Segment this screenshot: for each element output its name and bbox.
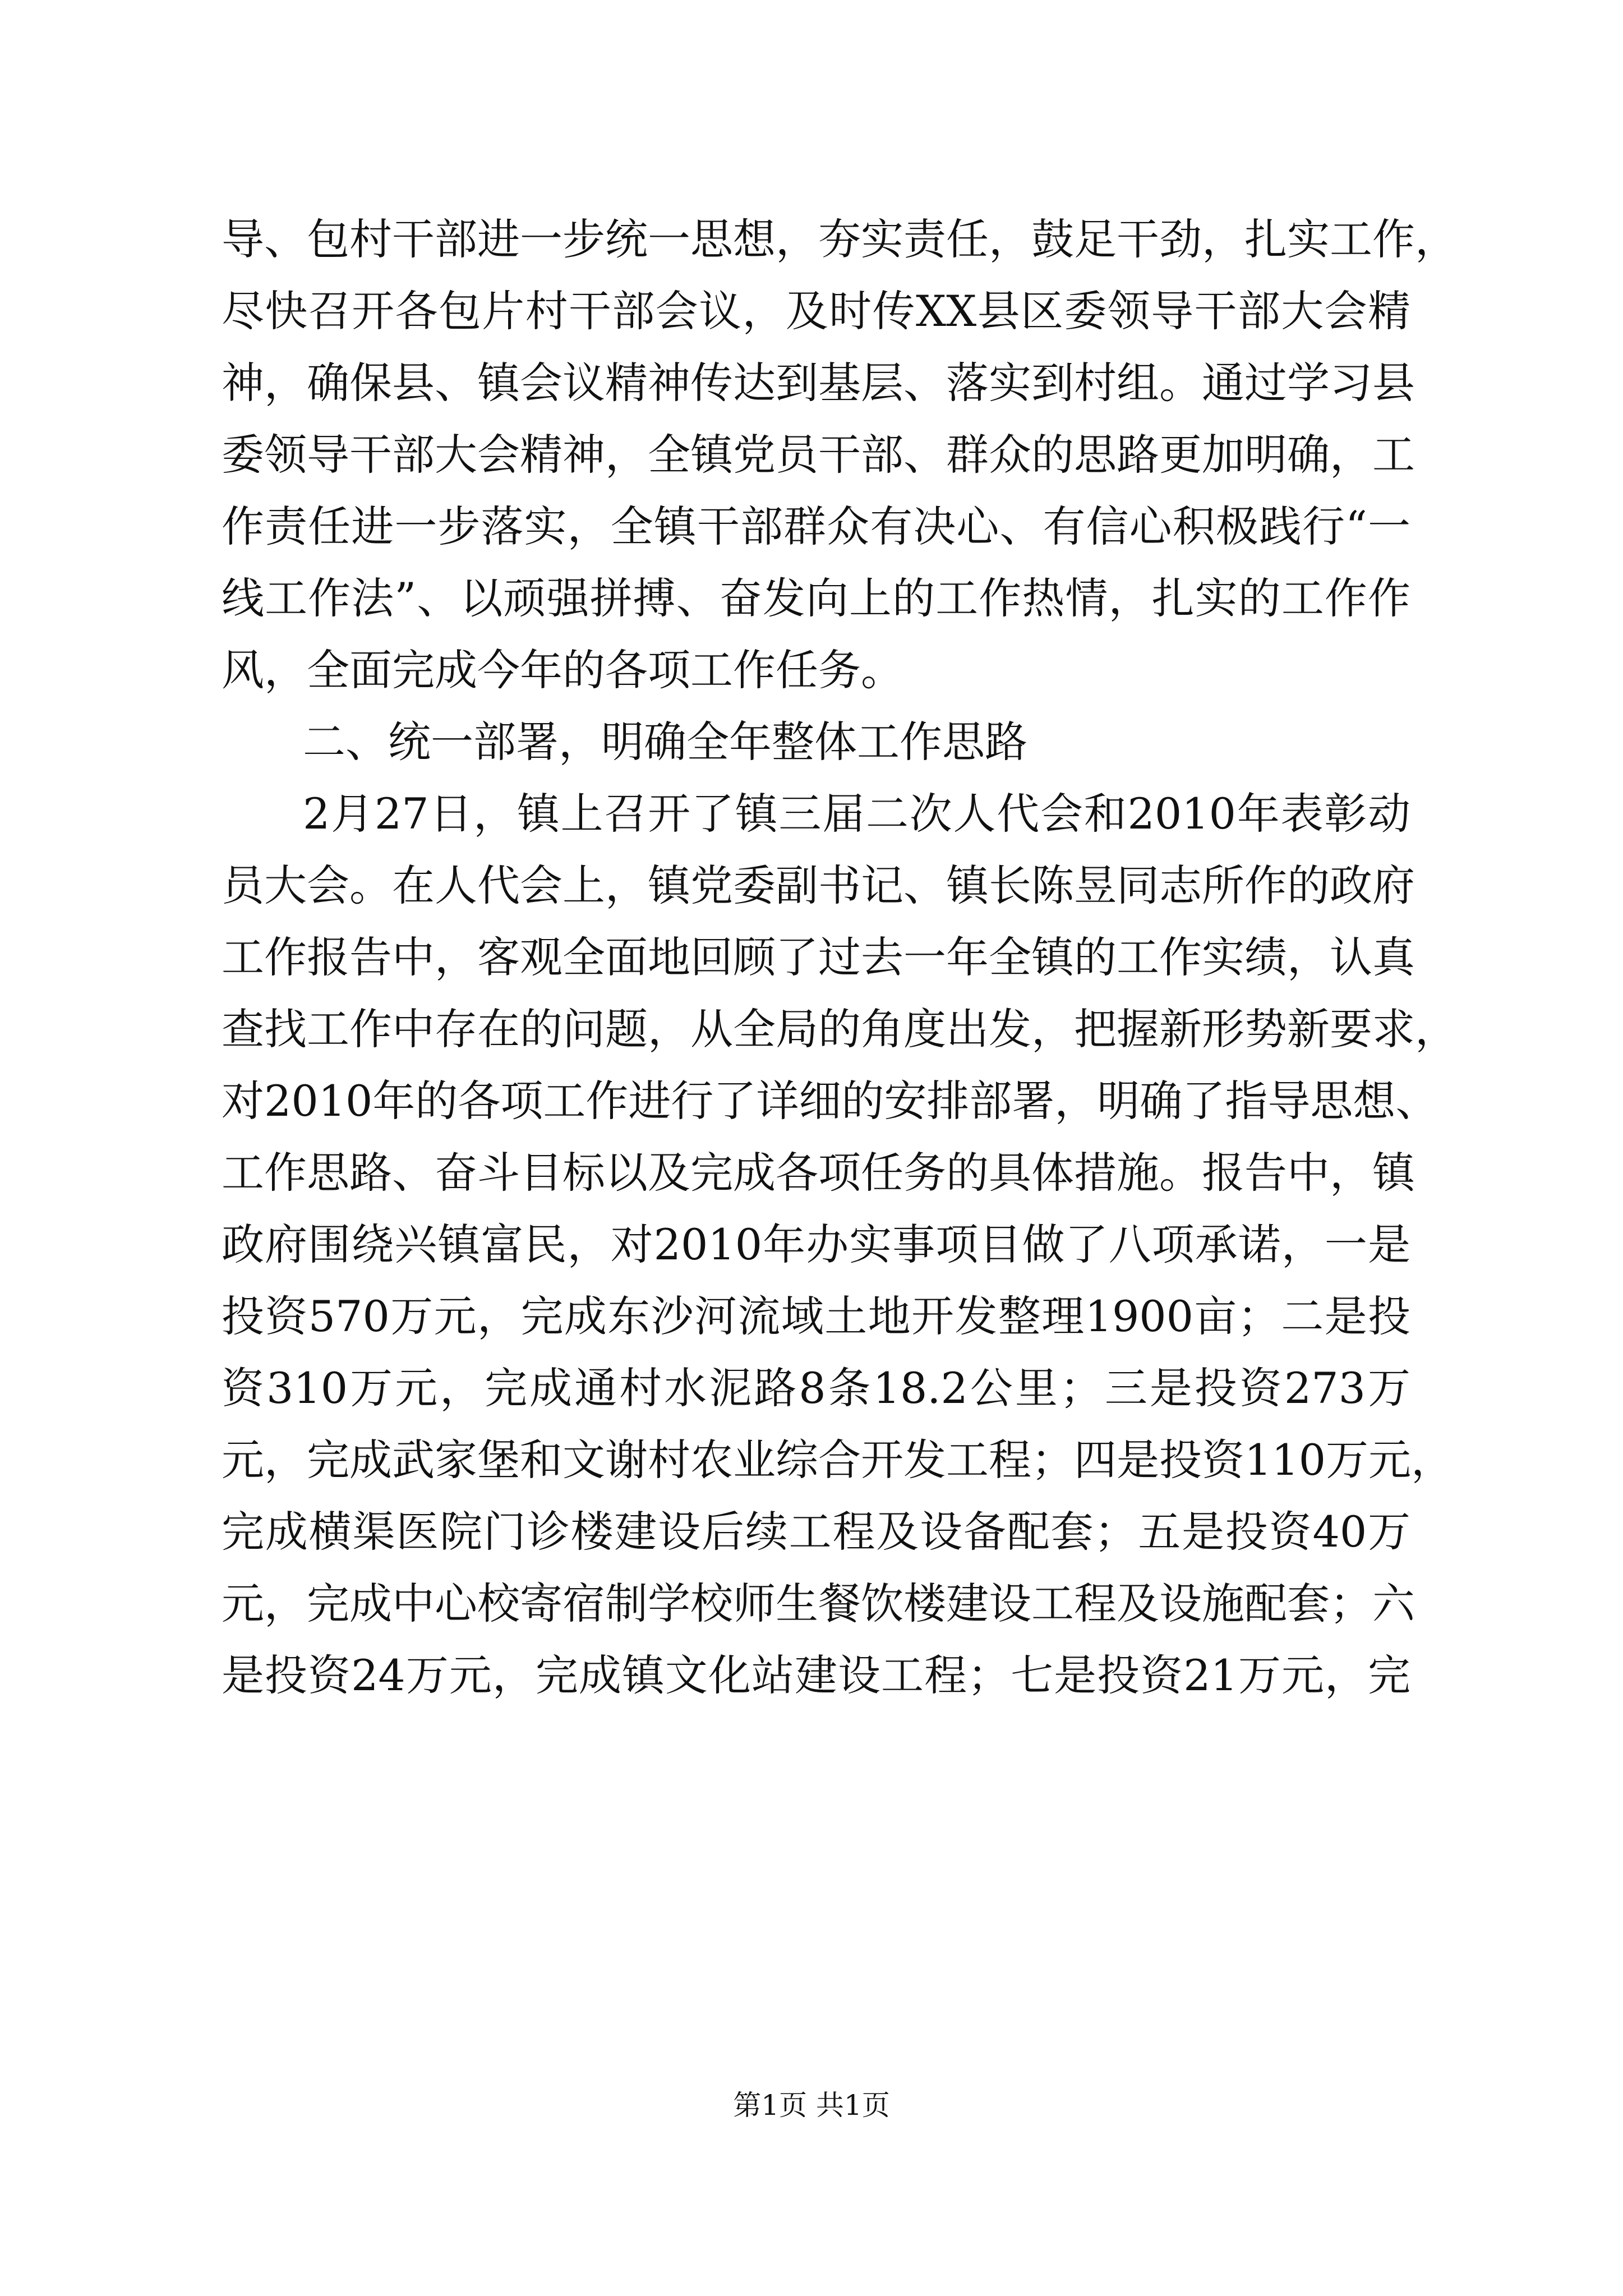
text-line: 风，全面完成今年的各项工作任务。 bbox=[222, 645, 903, 695]
text-line: 资310万元，完成通村水泥路8条18.2公里；三是投资273万 bbox=[222, 1363, 1410, 1413]
text-line: 政府围绕兴镇富民，对2010年办实事项目做了八项承诺，一是 bbox=[222, 1220, 1410, 1269]
text-line: 线工作法”、以顽强拼搏、奋发向上的工作热情，扎实的工作作 bbox=[222, 573, 1410, 623]
text-line: 元，完成武家堡和文谢村农业综合开发工程；四是投资110万元， bbox=[222, 1435, 1454, 1485]
text-line: 工作思路、奋斗目标以及完成各项任务的具体措施。报告中，镇 bbox=[222, 1148, 1415, 1198]
page-footer: 第1页 共1页 bbox=[733, 2089, 890, 2122]
text-line: 工作报告中，客观全面地回顾了过去一年全镇的工作实绩，认真 bbox=[222, 932, 1415, 982]
text-line: 元，完成中心校寄宿制学校师生餐饮楼建设工程及设施配套；六 bbox=[222, 1579, 1415, 1628]
text-line: 尽快召开各包片村干部会议，及时传XX县区委领导干部大会精 bbox=[222, 286, 1410, 336]
text-line: 神，确保县、镇会议精神传达到基层、落实到村组。通过学习县 bbox=[222, 358, 1415, 408]
text-line: 是投资24万元，完成镇文化站建设工程；七是投资21万元，完 bbox=[222, 1650, 1410, 1700]
text-line: 作责任进一步落实，全镇干部群众有决心、有信心积极践行“一 bbox=[222, 501, 1410, 551]
section-heading: 二、统一部署，明确全年整体工作思路 bbox=[303, 717, 1027, 767]
text-line: 投资570万元，完成东沙河流域土地开发整理1900亩；二是投 bbox=[222, 1291, 1410, 1341]
text-line: 委领导干部大会精神，全镇党员干部、群众的思路更加明确，工 bbox=[222, 430, 1415, 480]
text-line: 2月27日，镇上召开了镇三届二次人代会和2010年表彰动 bbox=[303, 789, 1410, 839]
text-line: 完成横渠医院门诊楼建设后续工程及设备配套；五是投资40万 bbox=[222, 1507, 1410, 1557]
text-line: 对2010年的各项工作进行了详细的安排部署，明确了指导思想、 bbox=[222, 1076, 1438, 1126]
text-line: 导、包村干部进一步统一思想，夯实责任，鼓足干劲，扎实工作， bbox=[222, 214, 1458, 264]
text-line: 员大会。在人代会上，镇党委副书记、镇长陈昱同志所作的政府 bbox=[222, 861, 1415, 910]
text-line: 查找工作中存在的问题，从全局的角度出发，把握新形势新要求， bbox=[222, 1004, 1458, 1054]
